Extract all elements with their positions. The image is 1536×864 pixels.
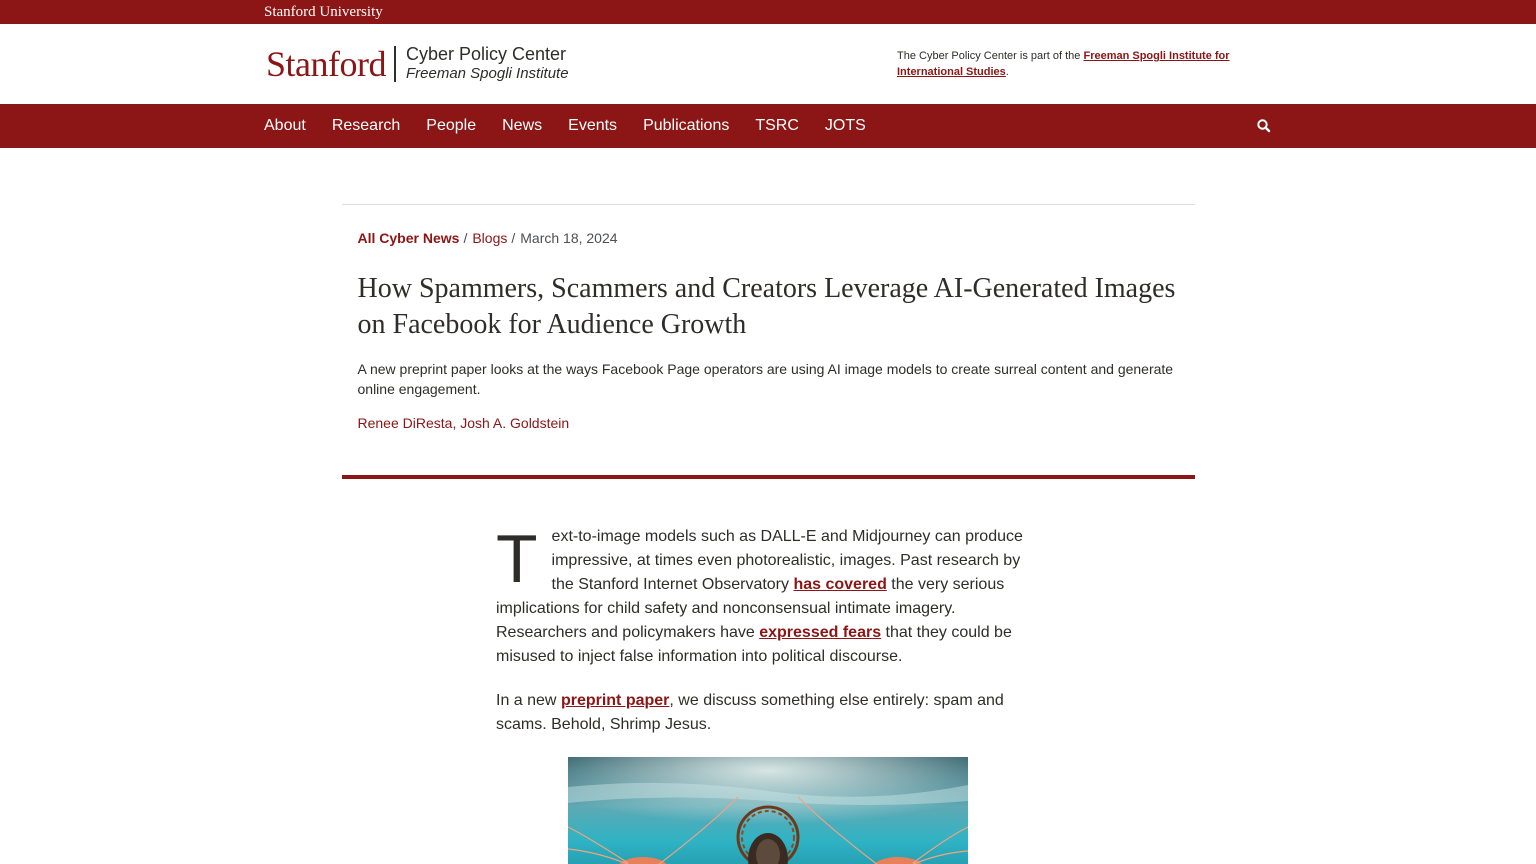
unit-name — [406, 44, 569, 84]
article-image — [568, 757, 968, 864]
nav-item-jots[interactable]: JOTS — [824, 117, 866, 134]
paragraph-text: that they could be misused to inject false information into political discourse. — [496, 624, 1012, 665]
affiliation-suffix: . — [1005, 66, 1009, 78]
breadcrumb-separator: / — [463, 230, 468, 246]
paragraph-text: ext-to-image models such as DALL-E and Midjourney can produce impressive, at times even photorealistic, images. Past research by the Stanford Internet Observatory — [551, 528, 1023, 593]
stanford-topbar — [0, 0, 1536, 24]
breadcrumb-all-cyber-news[interactable]: All Cyber News — [357, 230, 460, 246]
header-rule — [342, 475, 1195, 479]
breadcrumb — [358, 229, 1179, 247]
nav-item-about[interactable]: About — [264, 117, 306, 134]
site-logo[interactable] — [266, 44, 569, 84]
affiliation-prefix: The Cyber Policy Center is part of the — [897, 50, 1084, 62]
article-title: How Spammers, Scammers and Creators Leverage AI-Generated Images on Facebook for Audience Growth — [357, 273, 1176, 340]
shrimp-jesus-image — [568, 757, 968, 864]
publish-date: March 18, 2024 — [520, 230, 618, 246]
top-rule — [342, 204, 1195, 205]
logo-divider — [394, 46, 396, 82]
university-link[interactable]: Stanford University — [264, 3, 383, 20]
affiliation-note — [897, 48, 1237, 80]
nav-item-news[interactable]: News — [502, 117, 543, 134]
brand-bar — [0, 24, 1536, 104]
nav-item-publications[interactable]: Publications — [643, 117, 730, 134]
expressed-fears-link[interactable]: expressed fears — [759, 624, 882, 641]
article-header — [342, 229, 1195, 431]
drop-cap: T — [496, 521, 538, 597]
article-dek: A new preprint paper looks at the ways Facebook Page operators are using AI image models to create surreal content and generate online engagement. — [357, 361, 1174, 397]
nav-item-people[interactable]: People — [426, 117, 477, 134]
article-container — [342, 204, 1195, 864]
fsi-link[interactable]: Freeman Spogli Institute for International Studies — [897, 50, 1230, 78]
author-separator: , — [452, 415, 461, 431]
author-link[interactable]: Josh A. Goldstein — [460, 415, 570, 431]
preprint-paper-link[interactable]: preprint paper — [560, 692, 670, 709]
article-body — [496, 521, 1040, 864]
author-list — [358, 415, 1179, 431]
nav-item-events[interactable]: Events — [568, 117, 618, 134]
search-icon[interactable] — [1256, 118, 1272, 134]
nav-item-tsrc[interactable]: TSRC — [755, 117, 799, 134]
paragraph-text: , we discuss something else entirely: spam and scams. Behold, Shrimp Jesus. — [496, 692, 1004, 733]
main-nav — [0, 104, 1536, 148]
paragraph-text: the very serious implications for child safety and nonconsensual intimate imagery. Researchers and policymakers have — [496, 576, 1005, 641]
stanford-wordmark: Stanford — [266, 44, 386, 84]
author-link[interactable]: Renee DiResta — [357, 415, 453, 431]
breadcrumb-separator: / — [511, 230, 516, 246]
unit-name-line2: Freeman Spogli Institute — [405, 65, 569, 82]
has-covered-link[interactable]: has covered — [793, 576, 887, 593]
paragraph-text: In a new — [496, 692, 561, 709]
nav-item-research[interactable]: Research — [331, 117, 401, 134]
unit-name-line1: Cyber Policy Center — [405, 44, 567, 64]
paragraph — [496, 521, 1040, 669]
paragraph — [496, 689, 1040, 737]
breadcrumb-blogs[interactable]: Blogs — [472, 230, 508, 246]
